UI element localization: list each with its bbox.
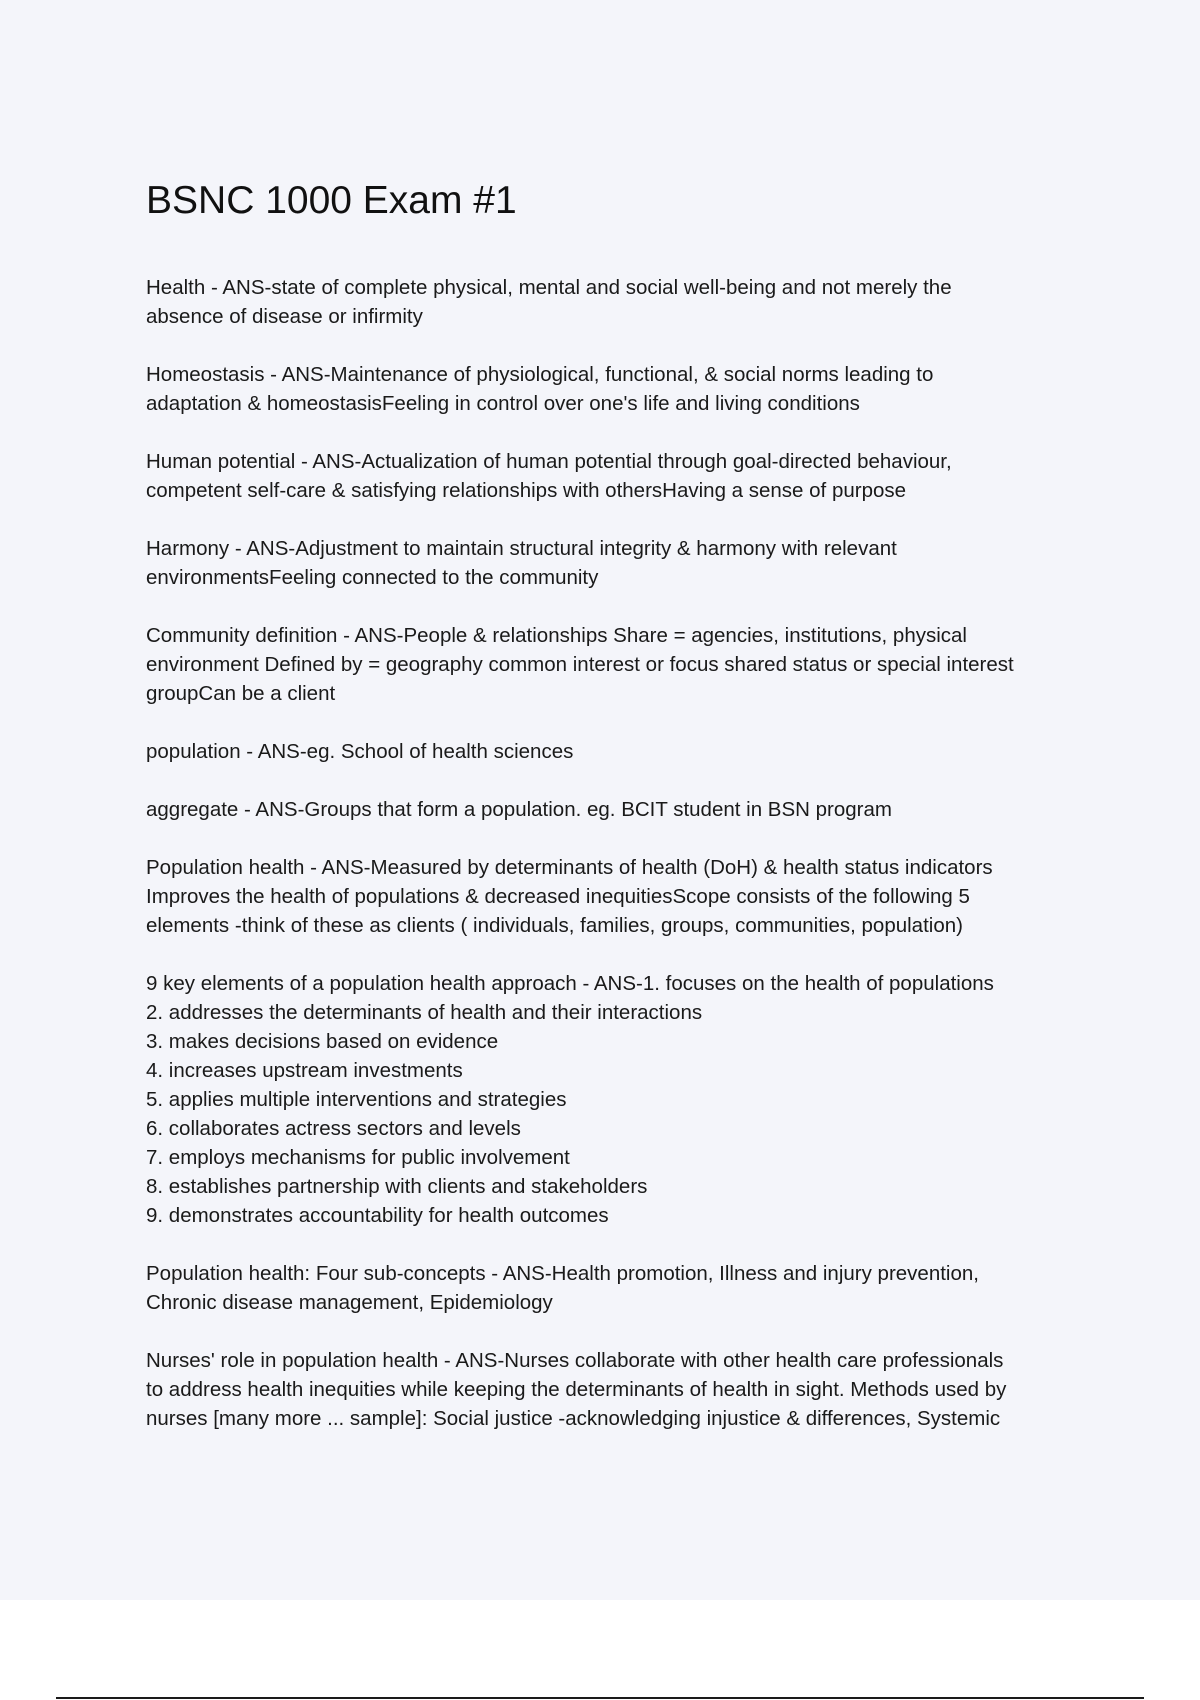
- entry-harmony: Harmony - ANS-Adjustment to maintain structural integrity & harmony with relevant environmentsFeeling connected to the community: [146, 536, 897, 589]
- entry-health: Health - ANS-state of complete physical, mental and social well-being and not merely the absence of disease or infirmity: [146, 275, 952, 328]
- entry-nurses-role: Nurses' role in population health - ANS-Nurses collaborate with other health care professionals to address health inequities while keeping the determinants of health in sight. Methods used by nurses [many more ... sample]: Social justice -acknowledging injustice & differences, Systemic: [146, 1348, 1007, 1430]
- entry-community-definition: Community definition - ANS-People & relationships Share = agencies, institutions, physical environment Defined by = geography common interest or focus shared status or special interest groupCan be a client: [146, 623, 1014, 705]
- entry-aggregate: aggregate - ANS-Groups that form a population. eg. BCIT student in BSN program: [146, 797, 892, 821]
- entry-sub-concepts: Population health: Four sub-concepts - ANS-Health promotion, Illness and injury prevention, Chronic disease management, Epidemiology: [146, 1261, 979, 1314]
- page-divider: [56, 1697, 1144, 1699]
- document-content: [146, 178, 1091, 1462]
- entry-homeostasis: Homeostasis - ANS-Maintenance of physiological, functional, & social norms leading to adaptation & homeostasisFeeling in control over one's life and living conditions: [146, 362, 934, 415]
- entry-population: population - ANS-eg. School of health sciences: [146, 739, 574, 763]
- entry-key-elements: 9 key elements of a population health approach - ANS-1. focuses on the health of populations 2. addresses the determinants of health and their interactions 3. makes decisions based on evidence 4. increases upstream investments 5. applies multiple interventions and strategies 6. collaborates actress sectors and levels 7. employs mechanisms for public involvement 8. establishes partnership with clients and stakeholders 9. demonstrates accountability for health outcomes: [146, 971, 994, 1227]
- document-title: BSNC 1000 Exam #1: [146, 179, 517, 222]
- entry-human-potential: Human potential - ANS-Actualization of human potential through goal-directed behaviour, competent self-care & satisfying relationships with othersHaving a sense of purpose: [146, 449, 952, 502]
- entry-population-health: Population health - ANS-Measured by determinants of health (DoH) & health status indicators Improves the health of populations & decreased inequitiesScope consists of the following 5 elements -think of these as clients ( individuals, families, groups, communities, population): [146, 855, 993, 937]
